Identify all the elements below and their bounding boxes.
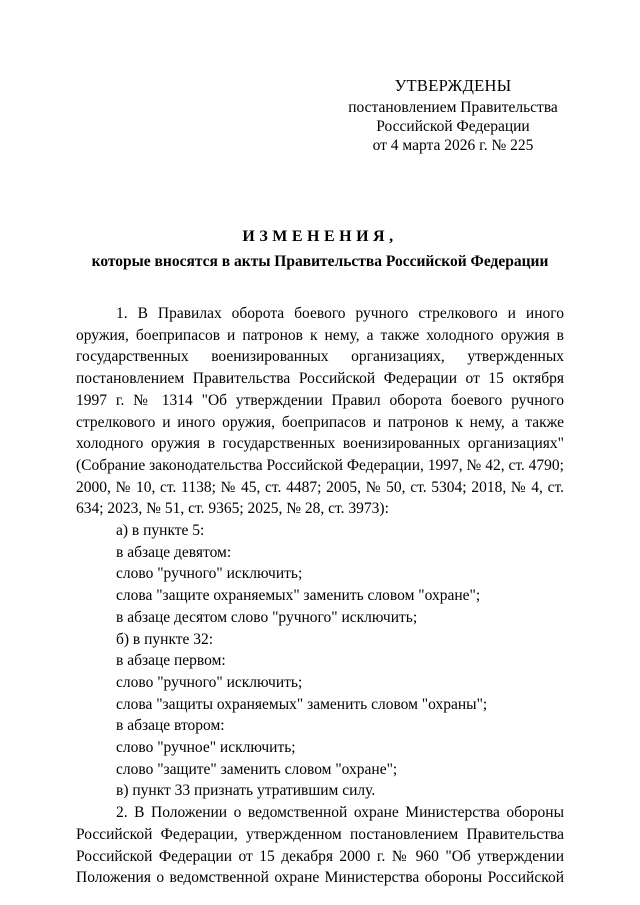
approval-line-1: постановлением Правительства: [348, 99, 558, 116]
list-item: слово "ручного" исключить;: [116, 673, 303, 691]
approval-heading: УТВЕРЖДЕНЫ: [394, 76, 512, 95]
approval-block: [320, 76, 586, 155]
list-item: б) в пункте 32:: [116, 630, 214, 648]
approval-line-2: Российской Федерации: [376, 118, 530, 135]
list-item: в абзаце первом:: [116, 652, 226, 670]
list-item: в абзаце десятом слово "ручного" исключить;: [116, 608, 418, 626]
approval-line-3: от 4 марта 2026 г. № 225: [372, 137, 534, 154]
list-item: в абзаце втором:: [116, 717, 225, 735]
paragraph-2: 2. В Положении о ведомственной охране Министерства обороны Российской Федерации, утвержденном постановлением Правительства Российской Федерации от 15 декабря 2000 г. № 960 "Об утверждении Положения о ведомственной охране Министерства обороны Российской: [76, 804, 564, 887]
list-item: слово "защите" заменить словом "охране";: [116, 760, 398, 778]
paragraph-1: 1. В Правилах оборота боевого ручного стрелкового и иного оружия, боеприпасов и патронов к нему, а также холодного оружия в государственных военизированных организациях, утвержденных постановлением Правительства Российской Федерации от 15 октября 1997 г. № 1314 "Об утверждении Правил оборота боевого ручного стрелкового и иного оружия, боеприпасов и патронов к нему, а также холодного оружия в государственных военизированных организациях" (Собрание законодательства Российской Федерации, 1997, № 42, ст. 4790; 2000, № 10, ст. 1138; № 45, ст. 4487; 2005, № 50, ст. 5304; 2018, № 4, ст. 634; 2023, № 51, ст. 9365; 2025, № 28, ст. 3973):: [76, 305, 564, 518]
list-item: а) в пункте 5:: [116, 522, 205, 540]
list-item: слово "ручного" исключить;: [116, 565, 303, 583]
document-body: [76, 303, 564, 889]
list-item: слова "защиты охраняемых" заменить словом "охраны";: [116, 695, 488, 713]
document-title: ИЗМЕНЕНИЯ,: [242, 228, 398, 245]
list-item: в) пункт 33 признать утратившим силу.: [116, 782, 376, 800]
list-item: слово "ручное" исключить;: [116, 739, 296, 757]
document-subtitle: которые вносятся в акты Правительства Российской Федерации: [91, 253, 549, 270]
list-item: в абзаце девятом:: [116, 543, 232, 561]
list-item: слова "защите охраняемых" заменить словом "охране";: [116, 587, 481, 605]
